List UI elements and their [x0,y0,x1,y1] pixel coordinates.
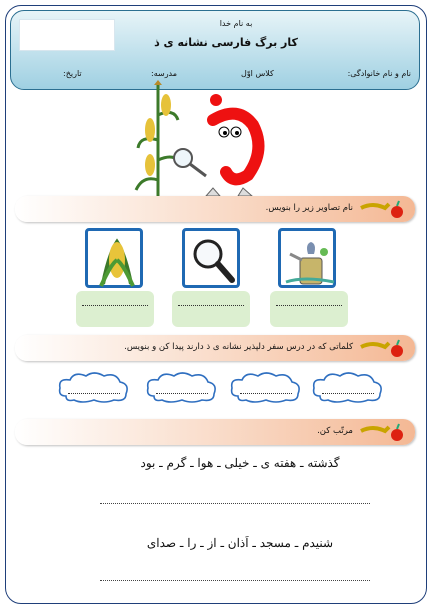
corn-plant-icon [136,80,180,198]
answer-cloud-2[interactable] [144,370,220,404]
date-field-label: تاریخ: [63,69,82,78]
section-2-instruction-bar [15,335,415,361]
pencil-apple-icon [359,337,407,359]
corn-and-letter-illustration [128,80,278,198]
school-field-label: مدرسه: [151,69,178,78]
picture-card-vase [278,228,336,288]
cloud-icon [228,370,304,404]
page-title: کار برگ فارسی نشانه ی ذ [154,36,298,49]
answer-line-2[interactable] [100,580,370,581]
answer-cloud-1[interactable] [56,370,132,404]
answer-line-1[interactable] [100,503,370,504]
scrambled-words-row-2: شنیدم ـ مسجد ـ اَذان ـ از ـ را ـ صدای [146,536,334,550]
vase-flower-icon [284,234,336,288]
answer-box-1[interactable] [76,291,154,327]
scrambled-words-row-1: گذشته ـ هفته ی ـ خیلی ـ هوا ـ گرم ـ بود [140,456,340,470]
cloud-icon [56,370,132,404]
picture-card-magnifier [182,228,240,288]
answer-box-3[interactable] [270,291,348,327]
section-1-instruction: نام تصاویر زیر را بنویس. [265,203,353,213]
answer-cloud-3[interactable] [228,370,304,404]
class-label: کلاس اوّل [241,69,274,78]
magnifier-icon [188,234,240,288]
answer-box-2[interactable] [172,291,250,327]
picture-card-corn [85,228,143,288]
pencil-apple-icon [359,198,407,220]
pencil-apple-icon [359,421,407,443]
header-panel [10,10,420,90]
answer-cloud-4[interactable] [310,370,386,404]
basmala: به نام خدا [219,19,253,28]
section-3-instruction-bar [15,419,415,445]
section-2-instruction: کلماتی که در درس سفر دلپذیر نشانه ی ذ دارند پیدا کن و بنویس. [124,342,353,352]
name-field-label: نام و نام خانوادگی: [347,69,411,78]
magnifier-letter-character-icon [174,94,258,196]
cloud-icon [310,370,386,404]
section-3-instruction: مرتّب کن. [317,426,353,436]
section-1-instruction-bar [15,196,415,222]
corn-icon [91,234,143,288]
cloud-icon [144,370,220,404]
name-blank-box [19,19,115,51]
